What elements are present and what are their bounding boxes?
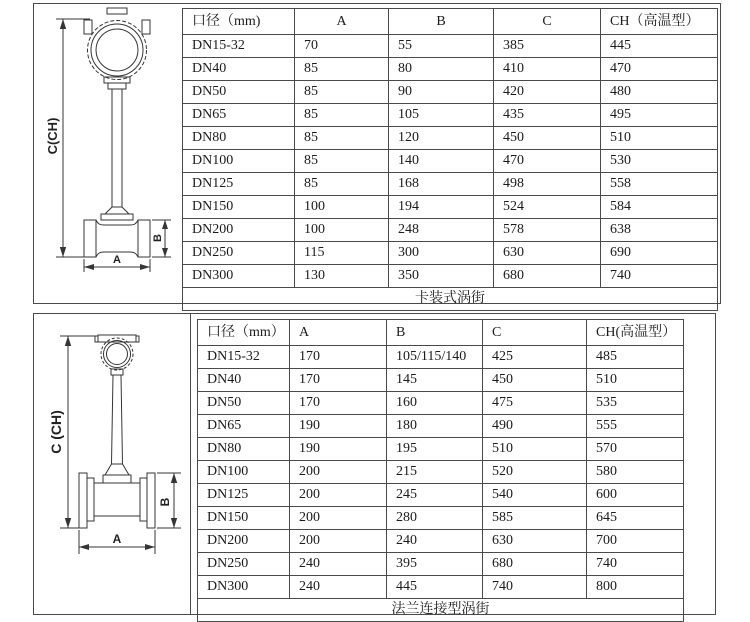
column-header: C <box>494 9 601 35</box>
table-row <box>183 150 718 173</box>
clamp-flowmeter-diagram <box>34 4 182 301</box>
table-cell: 450 <box>494 127 601 150</box>
arrow-down-icon <box>65 518 71 528</box>
table-cell: 190 <box>290 438 387 461</box>
column-header: CH(高温型） <box>587 320 684 346</box>
head-inner-circle <box>96 29 138 71</box>
table-cell: 240 <box>290 553 387 576</box>
table-cell: 145 <box>387 369 483 392</box>
table-cell: DN250 <box>183 242 295 265</box>
head-scallop-ring <box>101 338 133 370</box>
table-cell: 85 <box>295 127 389 150</box>
table-cell: 585 <box>483 507 587 530</box>
arrow-up-icon <box>65 336 71 346</box>
table-row <box>183 58 718 81</box>
table-cell: 540 <box>483 484 587 507</box>
table-row <box>183 219 718 242</box>
table-cell: 105 <box>389 104 494 127</box>
column-header: B <box>387 320 483 346</box>
arrow-down-icon <box>171 518 177 528</box>
flange-dimensions-table <box>197 319 684 622</box>
table-cell: 555 <box>587 415 684 438</box>
table-cell: 510 <box>587 369 684 392</box>
table-cell: 445 <box>387 576 483 599</box>
arrow-left-icon <box>84 264 94 270</box>
table-cell: 200 <box>290 484 387 507</box>
table-cell: 168 <box>389 173 494 196</box>
table-cell: 105/115/140 <box>387 346 483 369</box>
table-row <box>198 369 684 392</box>
arrow-right-icon <box>145 544 155 550</box>
left-hub <box>87 478 94 521</box>
table-cell: 70 <box>295 35 389 58</box>
table-cell: 215 <box>387 461 483 484</box>
table-cell: 85 <box>295 173 389 196</box>
table-cell: 170 <box>290 392 387 415</box>
table-row <box>198 415 684 438</box>
table-row <box>198 530 684 553</box>
arrow-down-icon <box>162 248 168 257</box>
table-cell: 600 <box>587 484 684 507</box>
table-cell: DN15-32 <box>183 35 295 58</box>
table-cell: 498 <box>494 173 601 196</box>
neck-lower <box>108 83 126 89</box>
left-flange <box>79 473 87 528</box>
table-cell: 475 <box>483 392 587 415</box>
table-cell: 558 <box>601 173 718 196</box>
stem-base-plate <box>101 214 133 220</box>
table-cell: 100 <box>295 196 389 219</box>
table-cell: 435 <box>494 104 601 127</box>
table-cell: 85 <box>295 104 389 127</box>
table-cell: 450 <box>483 369 587 392</box>
table-cell: 200 <box>290 507 387 530</box>
header-row <box>198 320 684 346</box>
table-cell: 630 <box>483 530 587 553</box>
table-cell: DN125 <box>198 484 290 507</box>
head-outer-circle <box>104 341 131 368</box>
table-cell: 170 <box>290 346 387 369</box>
table-cell: DN100 <box>198 461 290 484</box>
body-right-cap <box>138 220 150 257</box>
table-cell: 85 <box>295 150 389 173</box>
dim-label-c: C (CH) <box>48 410 64 454</box>
table-cell: 495 <box>601 104 718 127</box>
table-cell: 245 <box>387 484 483 507</box>
table-cell: 200 <box>290 461 387 484</box>
table-cell: DN15-32 <box>198 346 290 369</box>
body-left-cap <box>84 220 96 257</box>
table-cell: 410 <box>494 58 601 81</box>
table-cell: 470 <box>601 58 718 81</box>
table-cell: 524 <box>494 196 601 219</box>
head-top-tab <box>107 8 127 14</box>
table-cell: DN200 <box>198 530 290 553</box>
table-cell: 740 <box>483 576 587 599</box>
table-cell: 190 <box>290 415 387 438</box>
right-flange <box>147 473 155 528</box>
table-cell: 645 <box>587 507 684 530</box>
table-cell: 510 <box>483 438 587 461</box>
table-row <box>183 265 718 288</box>
table-cell: DN80 <box>183 127 295 150</box>
header-row <box>183 9 718 35</box>
table-row <box>198 438 684 461</box>
table-cell: 300 <box>389 242 494 265</box>
table-cell: 690 <box>601 242 718 265</box>
table-cell: DN40 <box>183 58 295 81</box>
table-row <box>198 484 684 507</box>
stem <box>112 375 123 464</box>
dim-label-b: B <box>158 497 172 507</box>
table-cell: DN150 <box>198 507 290 530</box>
dim-label-b: B <box>152 234 164 242</box>
table-row <box>183 173 718 196</box>
table-cell: 240 <box>290 576 387 599</box>
table-cell: 630 <box>494 242 601 265</box>
stem-flare <box>105 464 129 475</box>
table-cell: DN65 <box>198 415 290 438</box>
table-cell: 485 <box>587 346 684 369</box>
table-cell: 638 <box>601 219 718 242</box>
table-cell: 535 <box>587 392 684 415</box>
table-cell: 700 <box>587 530 684 553</box>
table-cell: 140 <box>389 150 494 173</box>
table-cell: 194 <box>389 196 494 219</box>
head-outer-circle <box>91 24 143 76</box>
head-right-tab <box>142 20 150 34</box>
table-row <box>198 553 684 576</box>
table-cell: DN50 <box>183 81 295 104</box>
table-row <box>183 104 718 127</box>
table-cell: 530 <box>601 150 718 173</box>
arrow-right-icon <box>140 264 150 270</box>
table-cell: DN300 <box>183 265 295 288</box>
column-header: B <box>389 9 494 35</box>
table-cell: 740 <box>587 553 684 576</box>
footer-row <box>198 599 684 622</box>
table-cell: 395 <box>387 553 483 576</box>
table-cell: 680 <box>483 553 587 576</box>
column-header: 口径（mm) <box>183 9 295 35</box>
table-cell: 120 <box>389 127 494 150</box>
table-cell: 800 <box>587 576 684 599</box>
stem-flare <box>105 207 129 214</box>
table-cell: 200 <box>290 530 387 553</box>
table-cell: 425 <box>483 346 587 369</box>
table-cell: DN80 <box>198 438 290 461</box>
table-cell: 520 <box>483 461 587 484</box>
dim-label-c: C(CH) <box>45 117 60 155</box>
table-cell: 85 <box>295 81 389 104</box>
body-top-edge <box>96 220 138 225</box>
table-cell: 85 <box>295 58 389 81</box>
table-cell: DN125 <box>183 173 295 196</box>
table-cell: DN65 <box>183 104 295 127</box>
table-row <box>198 461 684 484</box>
head-left-tab <box>95 336 98 342</box>
arrow-left-icon <box>79 544 89 550</box>
table-row <box>183 196 718 219</box>
table-cell: 100 <box>295 219 389 242</box>
table-cell: DN300 <box>198 576 290 599</box>
table-cell: 240 <box>387 530 483 553</box>
pipe-body <box>94 483 140 516</box>
table-cell: 510 <box>601 127 718 150</box>
table-cell: 680 <box>494 265 601 288</box>
table-cell: 385 <box>494 35 601 58</box>
flange-type-section <box>33 313 716 615</box>
clamp-dimensions-table <box>182 8 718 311</box>
table-cell: 80 <box>389 58 494 81</box>
table-footer-label: 法兰连接型涡街 <box>198 599 684 622</box>
table-cell: 584 <box>601 196 718 219</box>
table-cell: 195 <box>387 438 483 461</box>
arrow-down-icon <box>60 247 66 257</box>
flange-flowmeter-diagram <box>34 314 190 612</box>
table-cell: 115 <box>295 242 389 265</box>
column-header: A <box>290 320 387 346</box>
clamp-flowmeter-drawing <box>34 4 182 303</box>
table-row <box>183 242 718 265</box>
table-cell: 248 <box>389 219 494 242</box>
table-row <box>198 576 684 599</box>
table-row <box>198 346 684 369</box>
flange-flowmeter-drawing <box>34 314 191 614</box>
right-hub <box>140 478 147 521</box>
clamp-type-section <box>33 3 721 304</box>
table-row <box>198 392 684 415</box>
table-cell: 490 <box>483 415 587 438</box>
head-right-tab <box>136 336 139 342</box>
table-cell: 170 <box>290 369 387 392</box>
dim-label-a: A <box>113 254 121 266</box>
table-row <box>198 507 684 530</box>
arrow-up-icon <box>162 220 168 229</box>
table-cell: 445 <box>601 35 718 58</box>
table-cell: 90 <box>389 81 494 104</box>
table-cell: DN100 <box>183 150 295 173</box>
arrow-up-icon <box>171 473 177 483</box>
table-cell: DN150 <box>183 196 295 219</box>
table-cell: DN40 <box>198 369 290 392</box>
table-cell: 160 <box>387 392 483 415</box>
table-cell: DN50 <box>198 392 290 415</box>
footer-row <box>183 288 718 311</box>
table-cell: 578 <box>494 219 601 242</box>
table-cell: DN200 <box>183 219 295 242</box>
stem-base-plate <box>103 475 131 483</box>
table-cell: 480 <box>601 81 718 104</box>
column-header: 口径（mm） <box>198 320 290 346</box>
table-cell: DN250 <box>198 553 290 576</box>
table-cell: 740 <box>601 265 718 288</box>
table-cell: 280 <box>387 507 483 530</box>
head-left-tab <box>84 20 92 34</box>
stem <box>112 89 122 207</box>
table-row <box>183 81 718 104</box>
table-cell: 470 <box>494 150 601 173</box>
arrow-up-icon <box>60 19 66 29</box>
head-inner-circle <box>107 344 128 365</box>
table-cell: 420 <box>494 81 601 104</box>
table-cell: 55 <box>389 35 494 58</box>
table-cell: 130 <box>295 265 389 288</box>
table-cell: 580 <box>587 461 684 484</box>
column-header: CH（高温型） <box>601 9 718 35</box>
table-cell: 570 <box>587 438 684 461</box>
table-row <box>183 127 718 150</box>
column-header: A <box>295 9 389 35</box>
table-footer-label: 卡装式涡街 <box>183 288 718 311</box>
column-header: C <box>483 320 587 346</box>
table-cell: 180 <box>387 415 483 438</box>
dim-label-a: A <box>112 532 122 546</box>
table-row <box>183 35 718 58</box>
table-cell: 350 <box>389 265 494 288</box>
